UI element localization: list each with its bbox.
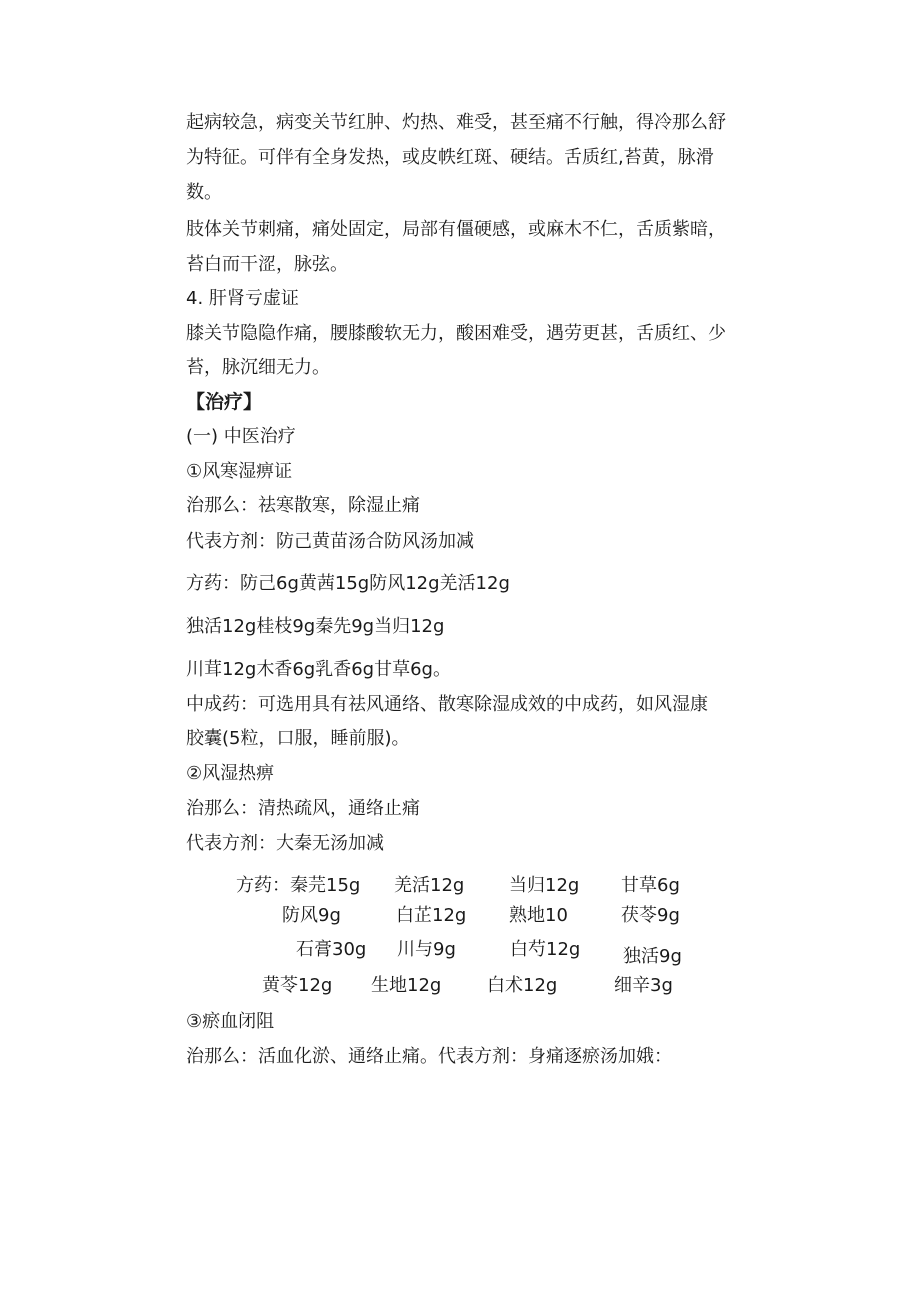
herb-cell: 甘草6g bbox=[621, 875, 680, 896]
herb-cell: 生地12g bbox=[371, 975, 442, 996]
paragraph-line: 肢体关节刺痛，痛处固定，局部有僵硬感，或麻木不仁，舌质紫暗， bbox=[186, 219, 726, 240]
paragraph-line: 胶囊(5粒，口服，睡前服)。 bbox=[186, 728, 410, 749]
paragraph-line: 中成药：可选用具有祛风通络、散寒除湿成效的中成药，如风湿康 bbox=[186, 694, 708, 715]
subsection-title: ②风湿热痹 bbox=[186, 763, 275, 784]
paragraph-line: 膝关节隐隐作痛，腰膝酸软无力，酸困难受，遇劳更甚，舌质红、少 bbox=[186, 323, 726, 344]
section-title: 4. 肝肾亏虚证 bbox=[186, 288, 299, 309]
herb-cell: 当归12g bbox=[509, 875, 580, 896]
herb-cell: 独活9g bbox=[623, 946, 682, 967]
herb-cell: 熟地10 bbox=[509, 905, 568, 926]
herb-cell: 细辛3g bbox=[614, 975, 673, 996]
paragraph-line: 苔，脉沉细无力。 bbox=[186, 357, 330, 378]
herb-line: 独活12g桂枝9g秦先9g当归12g bbox=[186, 616, 445, 637]
herb-cell: 羌活12g bbox=[394, 875, 465, 896]
herb-line: 方药：防己6g黄茜15g防风12g羌活12g bbox=[186, 573, 510, 594]
herb-line: 川茸12g木香6g乳香6g甘草6g。 bbox=[186, 659, 451, 680]
paragraph-line: 苔白而干涩，脉弦。 bbox=[186, 254, 348, 275]
treatment-heading: 【治疗】 bbox=[186, 391, 263, 413]
herb-cell: 防风9g bbox=[282, 905, 341, 926]
subsection-title: ①风寒湿痹证 bbox=[186, 461, 293, 482]
paragraph-line: 数。 bbox=[186, 182, 222, 203]
herb-cell: 白术12g bbox=[487, 975, 558, 996]
subsection-title: ③瘀血闭阻 bbox=[186, 1011, 275, 1032]
herb-cell: 白芍12g bbox=[510, 939, 581, 960]
herb-cell: 石膏30g bbox=[296, 939, 367, 960]
paragraph-line: 代表方剂：大秦无汤加减 bbox=[186, 833, 384, 854]
herb-cell: 川与9g bbox=[397, 939, 456, 960]
herb-cell: 茯苓9g bbox=[621, 905, 680, 926]
paragraph-line: 起病较急，病变关节红肿、灼热、难受，甚至痛不行触，得冷那么舒 bbox=[186, 112, 726, 133]
paragraph-line: 治那么：活血化淤、通络止痛。代表方剂：身痛逐瘀汤加娥： bbox=[186, 1046, 672, 1067]
herb-cell: 黄苓12g bbox=[262, 975, 333, 996]
herb-cell: 方药：秦芫15g bbox=[236, 875, 361, 896]
section-title: (一) 中医治疗 bbox=[186, 426, 296, 447]
paragraph-line: 治那么：清热疏风，通络止痛 bbox=[186, 798, 420, 819]
paragraph-line: 代表方剂：防己黄苗汤合防风汤加减 bbox=[186, 531, 474, 552]
paragraph-line: 治那么：祛寒散寒，除湿止痛 bbox=[186, 495, 420, 516]
herb-cell: 白芷12g bbox=[396, 905, 467, 926]
paragraph-line: 为特征。可伴有全身发热，或皮帙红斑、硬结。舌质红,苔黄，脉滑 bbox=[186, 147, 714, 168]
